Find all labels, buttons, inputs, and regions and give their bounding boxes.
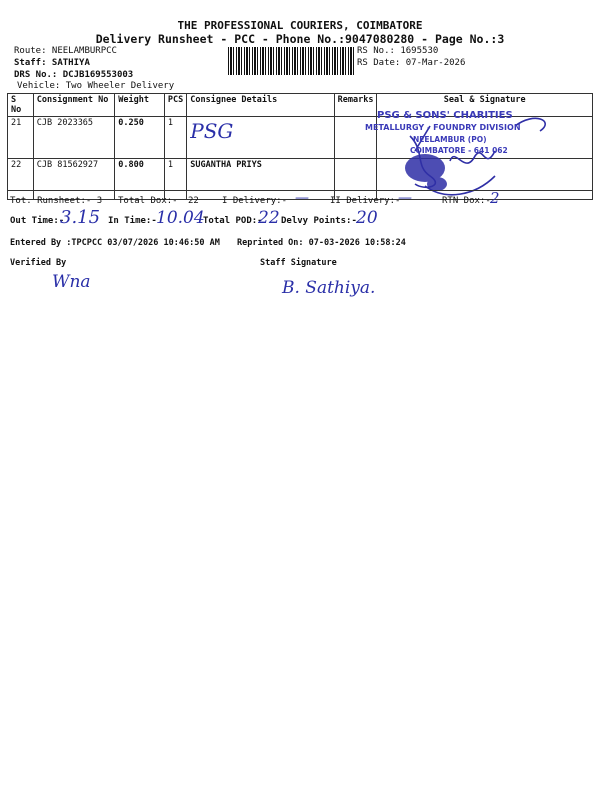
cell-sno: 22 [8, 159, 34, 200]
rs-number: RS No.: 1695530 [357, 46, 439, 56]
rtn-dox-value: 2 [490, 189, 500, 207]
out-time-label: Out Time:- [10, 216, 65, 226]
drs-number: DRS No.: DCJB169553003 [14, 70, 134, 80]
col-consignee: Consignee Details [187, 94, 334, 117]
verified-by-label: Verified By [10, 258, 67, 268]
out-time-value: 3.15 [60, 207, 101, 228]
company-seal-stamp [355, 106, 565, 201]
cell-sno: 21 [8, 117, 34, 159]
seal-line-1: PSG & SONS' CHARITIES [377, 110, 513, 121]
i-delivery-value: — [295, 190, 309, 206]
col-pcs: PCS [164, 94, 186, 117]
cell-consignee-signature: PSG [187, 117, 334, 159]
vehicle-text: Vehicle: Two Wheeler Delivery [17, 81, 175, 91]
staff-signature: B. Sathiya. [282, 278, 376, 298]
delvy-points-label: Delvy Points:- [281, 216, 357, 226]
cell-weight: 0.250 [115, 117, 165, 159]
ii-delivery-value: — [398, 190, 412, 206]
col-seal: Seal & Signature [377, 94, 593, 117]
barcode [228, 47, 354, 75]
cell-pcs: 1 [164, 117, 186, 159]
col-weight: Weight [115, 94, 165, 117]
seal-line-3: NEELAMBUR (PO) [413, 135, 487, 144]
ii-delivery-label: II Delivery:- [330, 196, 401, 206]
runsheet-subtitle: Delivery Runsheet - PCC - Phone No.:9047080280 - Page No.:3 [95, 32, 505, 46]
col-remarks: Remarks [334, 94, 377, 117]
rtn-dox-label: RTN Dox:- [442, 196, 491, 206]
in-time-value: 10.04 [156, 208, 205, 228]
cell-consignment: CJB 81562927 [33, 159, 114, 200]
staff-text: Staff: SATHIYA [14, 58, 90, 68]
cell-consignment: CJB 2023365 [33, 117, 114, 159]
staff-signature-label: Staff Signature [260, 258, 337, 268]
route-text: Route: NEELAMBURPCC [14, 46, 117, 56]
cell-weight: 0.800 [115, 159, 165, 200]
total-pod-value: 22 [258, 208, 280, 228]
company-title: THE PROFESSIONAL COURIERS, COIMBATORE [177, 19, 423, 32]
verified-by-signature: Wna [52, 272, 91, 292]
total-pod-label: Total POD:- [203, 216, 263, 226]
total-dox-value: 22 [188, 196, 199, 206]
total-dox-label: Total Dox:- [118, 196, 178, 206]
cell-pcs: 1 [164, 159, 186, 200]
in-time-label: In Time:- [108, 216, 157, 226]
col-consignment: Consignment No [33, 94, 114, 117]
col-sno: S No [8, 94, 34, 117]
rs-date: RS Date: 07-Mar-2026 [357, 58, 466, 68]
seal-line-4: COIMBATORE - 641 062 [410, 146, 508, 155]
entered-by: Entered By :TPCPCC 03/07/2026 10:46:50 AM [10, 238, 220, 248]
cell-consignee: SUGANTHA PRIYS [187, 159, 334, 200]
i-delivery-label: I Delivery:- [222, 196, 288, 206]
tot-runsheet: Tot. Runsheet:- 3 [10, 196, 103, 206]
reprinted-on: Reprinted On: 07-03-2026 10:58:24 [237, 238, 406, 248]
delvy-points-value: 20 [356, 208, 378, 228]
seal-line-2: METALLURGY - FOUNDRY DIVISION [365, 123, 521, 132]
